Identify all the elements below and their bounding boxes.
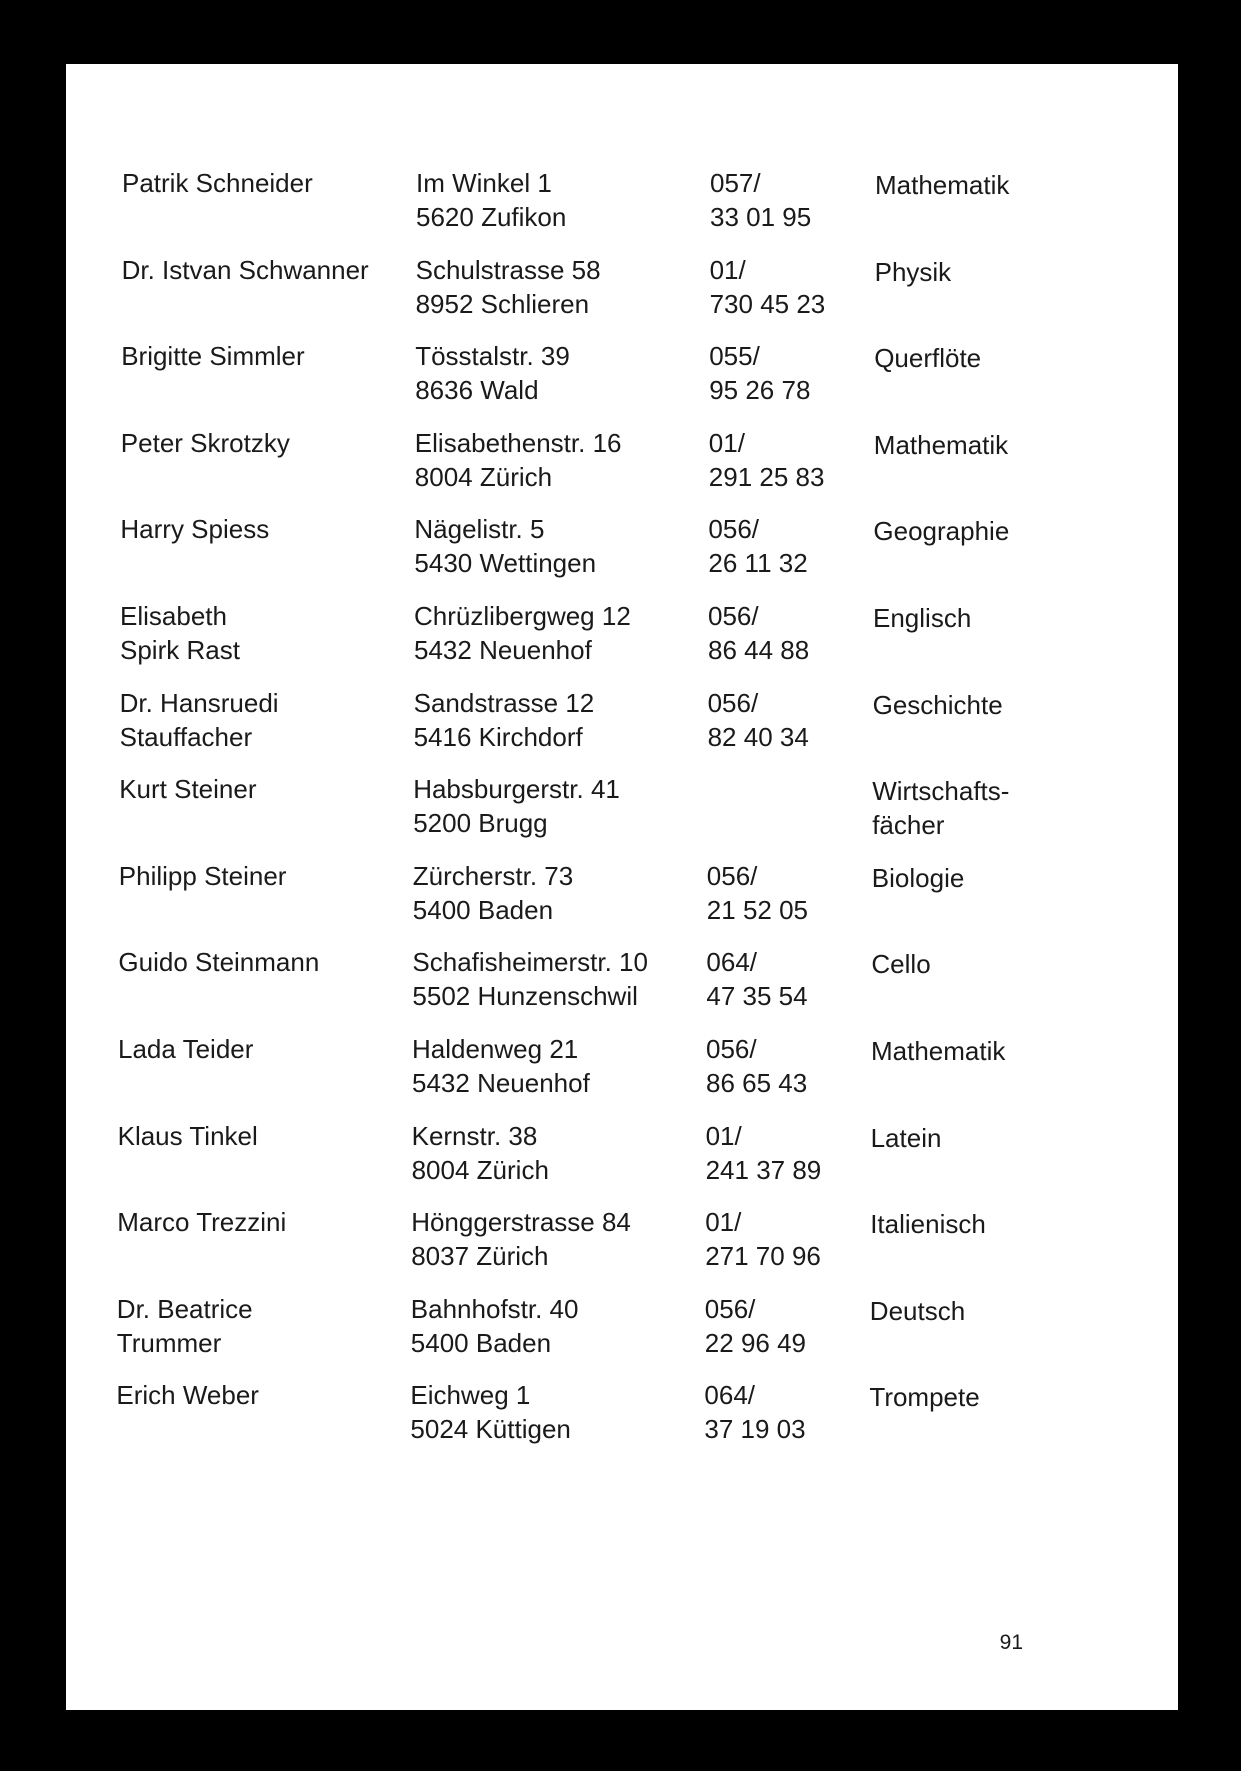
- phone-number: [706, 1119, 822, 1187]
- person-name: [122, 253, 369, 287]
- phone-number-line: 271 70 96: [705, 1241, 821, 1272]
- directory-entry: [62, 1119, 1174, 1199]
- person-name: [120, 686, 279, 754]
- person-name-line: Guido Steinmann: [118, 947, 320, 978]
- address-line: Kernstr. 38: [411, 1120, 538, 1151]
- phone-number: [709, 426, 825, 494]
- directory-entry: [65, 426, 1177, 506]
- directory-entry: [66, 253, 1178, 333]
- phone-number: [705, 1292, 806, 1360]
- page-number: 91: [999, 1631, 1023, 1654]
- directory-entry: [64, 599, 1176, 679]
- subject-line: Wirtschafts-: [872, 776, 1010, 807]
- subject: [872, 774, 1009, 842]
- person-name-line: Lada Teider: [118, 1034, 254, 1064]
- person-name-line: Spirk Rast: [120, 635, 240, 665]
- address: [416, 253, 601, 321]
- subject: [873, 688, 1003, 722]
- subject-line: Mathematik: [873, 429, 1009, 460]
- address-line: 8004 Zürich: [411, 1154, 549, 1185]
- directory-entry: [62, 1032, 1174, 1112]
- directory-entry: [63, 772, 1175, 852]
- phone-number-line: 056/: [704, 1293, 756, 1324]
- phone-number: [710, 166, 811, 234]
- subject-line: Latein: [870, 1122, 942, 1153]
- person-name-line: Elisabeth: [120, 601, 227, 631]
- person-name-line: Dr. Beatrice: [116, 1293, 253, 1324]
- phone-number-line: 26 11 32: [708, 548, 808, 579]
- phone-number-line: 056/: [708, 514, 760, 545]
- address: [413, 859, 573, 927]
- address-line: 8004 Zürich: [414, 461, 553, 492]
- address: [411, 1205, 631, 1273]
- person-name-line: Stauffacher: [119, 721, 253, 752]
- directory-entry: [60, 1378, 1172, 1458]
- subject-line: Cello: [871, 949, 931, 980]
- person-name: [118, 945, 319, 979]
- phone-number-line: 056/: [708, 601, 759, 631]
- address-line: Eichweg 1: [410, 1380, 531, 1411]
- phone-number-line: 01/: [705, 1120, 742, 1151]
- person-name: [121, 426, 290, 460]
- subject: [869, 1380, 979, 1414]
- address-line: Hönggerstrasse 84: [411, 1207, 631, 1238]
- subject: [870, 1294, 965, 1328]
- person-name-line: Brigitte Simmler: [121, 341, 305, 372]
- phone-number-line: 47 35 54: [706, 981, 808, 1012]
- address: [414, 512, 596, 580]
- address-line: 5024 Küttigen: [410, 1414, 571, 1445]
- person-name: [117, 1205, 286, 1239]
- phone-number: [704, 1378, 805, 1446]
- phone-number-line: 241 37 89: [705, 1154, 822, 1185]
- phone-number-line: 37 19 03: [704, 1414, 806, 1445]
- address: [413, 772, 620, 840]
- phone-number-line: 21 52 05: [706, 894, 809, 925]
- address-line: Elisabethenstr. 16: [414, 427, 622, 458]
- phone-number: [709, 339, 810, 407]
- phone-number-line: 95 26 78: [709, 375, 811, 406]
- address: [414, 686, 595, 754]
- subject: [873, 601, 971, 635]
- person-name: [116, 1378, 259, 1412]
- person-name: [120, 512, 269, 546]
- person-name-line: Harry Spiess: [120, 514, 270, 545]
- person-name: [121, 339, 304, 373]
- subject: [873, 514, 1009, 548]
- directory-entry: [61, 1205, 1173, 1285]
- address: [412, 1119, 549, 1187]
- phone-number-line: 730 45 23: [709, 288, 826, 319]
- person-name-line: Patrik Schneider: [122, 168, 313, 198]
- directory-entry: [64, 512, 1176, 592]
- directory-list: [66, 64, 1178, 1710]
- person-name: [120, 599, 240, 667]
- address-line: Nägelistr. 5: [414, 514, 545, 545]
- phone-number-line: 86 65 43: [706, 1068, 808, 1098]
- address-line: 5620 Zufikon: [416, 202, 567, 232]
- subject-line: Italienisch: [870, 1209, 986, 1240]
- phone-number-line: 33 01 95: [710, 202, 812, 232]
- address-line: 5400 Baden: [412, 894, 554, 925]
- subject-line: Mathematik: [875, 170, 1010, 200]
- document-page: [66, 64, 1178, 1710]
- phone-number-line: 01/: [709, 254, 746, 285]
- address-line: 5502 Hunzenschwil: [412, 981, 638, 1012]
- phone-number-line: 86 44 88: [708, 635, 810, 665]
- phone-number-line: 056/: [706, 1034, 757, 1064]
- person-name: [118, 1119, 258, 1153]
- address-line: Tösstalstr. 39: [415, 341, 570, 372]
- person-name: [122, 166, 313, 200]
- phone-number-line: 057/: [710, 168, 761, 198]
- address-line: Haldenweg 21: [412, 1034, 579, 1064]
- person-name: [119, 772, 256, 806]
- address-line: 8037 Zürich: [411, 1241, 549, 1272]
- subject: [871, 1121, 942, 1155]
- subject-line: Englisch: [873, 603, 972, 633]
- phone-number-line: 055/: [709, 341, 760, 372]
- address-line: 5432 Neuenhof: [412, 1068, 590, 1098]
- subject-line: Trompete: [869, 1382, 980, 1413]
- subject-line: Geschichte: [872, 689, 1003, 720]
- subject: [874, 341, 981, 375]
- address-line: 5400 Baden: [410, 1327, 552, 1358]
- person-name-line: Peter Skrotzky: [120, 427, 290, 458]
- address-line: Bahnhofstr. 40: [410, 1293, 579, 1324]
- phone-number: [710, 253, 826, 321]
- address-line: Schulstrasse 58: [415, 254, 601, 285]
- phone-number-line: 056/: [706, 860, 758, 891]
- subject: [874, 428, 1008, 462]
- person-name: [119, 859, 287, 893]
- address: [415, 339, 570, 407]
- person-name: [117, 1292, 253, 1360]
- phone-number: [706, 1032, 807, 1100]
- address: [412, 1032, 590, 1100]
- subject: [871, 1034, 1005, 1068]
- phone-number: [708, 599, 809, 667]
- directory-entry: [61, 1292, 1173, 1372]
- address-line: Sandstrasse 12: [413, 687, 595, 718]
- subject: [875, 168, 1009, 202]
- address: [415, 426, 622, 494]
- phone-number: [707, 859, 808, 927]
- directory-entry: [62, 945, 1174, 1025]
- address-line: 8952 Schlieren: [415, 288, 590, 319]
- phone-number-line: 01/: [708, 427, 745, 458]
- phone-number-line: 064/: [706, 947, 758, 978]
- address-line: Im Winkel 1: [416, 168, 552, 198]
- address-line: 8636 Wald: [415, 375, 539, 406]
- phone-number-line: 22 96 49: [704, 1327, 807, 1358]
- person-name-line: Dr. Istvan Schwanner: [121, 254, 369, 285]
- address: [412, 945, 648, 1013]
- directory-entry: [66, 166, 1178, 246]
- phone-number-line: 056/: [707, 687, 759, 718]
- subject-line: Biologie: [871, 862, 965, 893]
- person-name: [118, 1032, 253, 1066]
- person-name-line: Klaus Tinkel: [117, 1120, 258, 1151]
- address-line: Schafisheimerstr. 10: [412, 947, 648, 978]
- phone-number: [708, 686, 809, 754]
- subject: [870, 1207, 986, 1241]
- person-name-line: Erich Weber: [116, 1380, 259, 1411]
- address: [416, 166, 566, 234]
- address-line: 5432 Neuenhof: [414, 635, 592, 665]
- person-name-line: Kurt Steiner: [119, 774, 257, 805]
- phone-number: [705, 1205, 821, 1273]
- phone-number-line: 291 25 83: [708, 461, 825, 492]
- subject-line: fächer: [872, 810, 945, 841]
- phone-number: [708, 512, 807, 580]
- phone-number-line: 064/: [704, 1380, 756, 1411]
- address: [410, 1378, 570, 1446]
- person-name-line: Dr. Hansruedi: [119, 687, 279, 718]
- directory-entry: [64, 686, 1176, 766]
- directory-entry: [65, 339, 1177, 419]
- address: [411, 1292, 579, 1360]
- address-line: Zürcherstr. 73: [412, 860, 574, 891]
- subject: [875, 255, 952, 289]
- phone-number: [706, 945, 807, 1013]
- address-line: 5200 Brugg: [413, 808, 548, 839]
- address-line: Habsburgerstr. 41: [413, 774, 620, 805]
- person-name-line: Trummer: [116, 1327, 222, 1358]
- phone-number-line: 82 40 34: [707, 721, 809, 752]
- address-line: 5416 Kirchdorf: [413, 721, 583, 752]
- subject: [872, 861, 965, 895]
- person-name-line: Philipp Steiner: [118, 860, 287, 891]
- subject: [871, 947, 930, 981]
- subject-line: Deutsch: [869, 1295, 966, 1326]
- subject-line: Geographie: [873, 516, 1010, 547]
- subject-line: Mathematik: [871, 1036, 1006, 1066]
- subject-line: Querflöte: [874, 343, 982, 374]
- person-name-line: Marco Trezzini: [117, 1207, 287, 1238]
- address-line: Chrüzlibergweg 12: [414, 601, 631, 631]
- phone-number-line: 01/: [705, 1207, 742, 1238]
- address: [414, 599, 631, 667]
- directory-entry: [63, 859, 1175, 939]
- subject-line: Physik: [874, 256, 952, 287]
- address-line: 5430 Wettingen: [414, 548, 597, 579]
